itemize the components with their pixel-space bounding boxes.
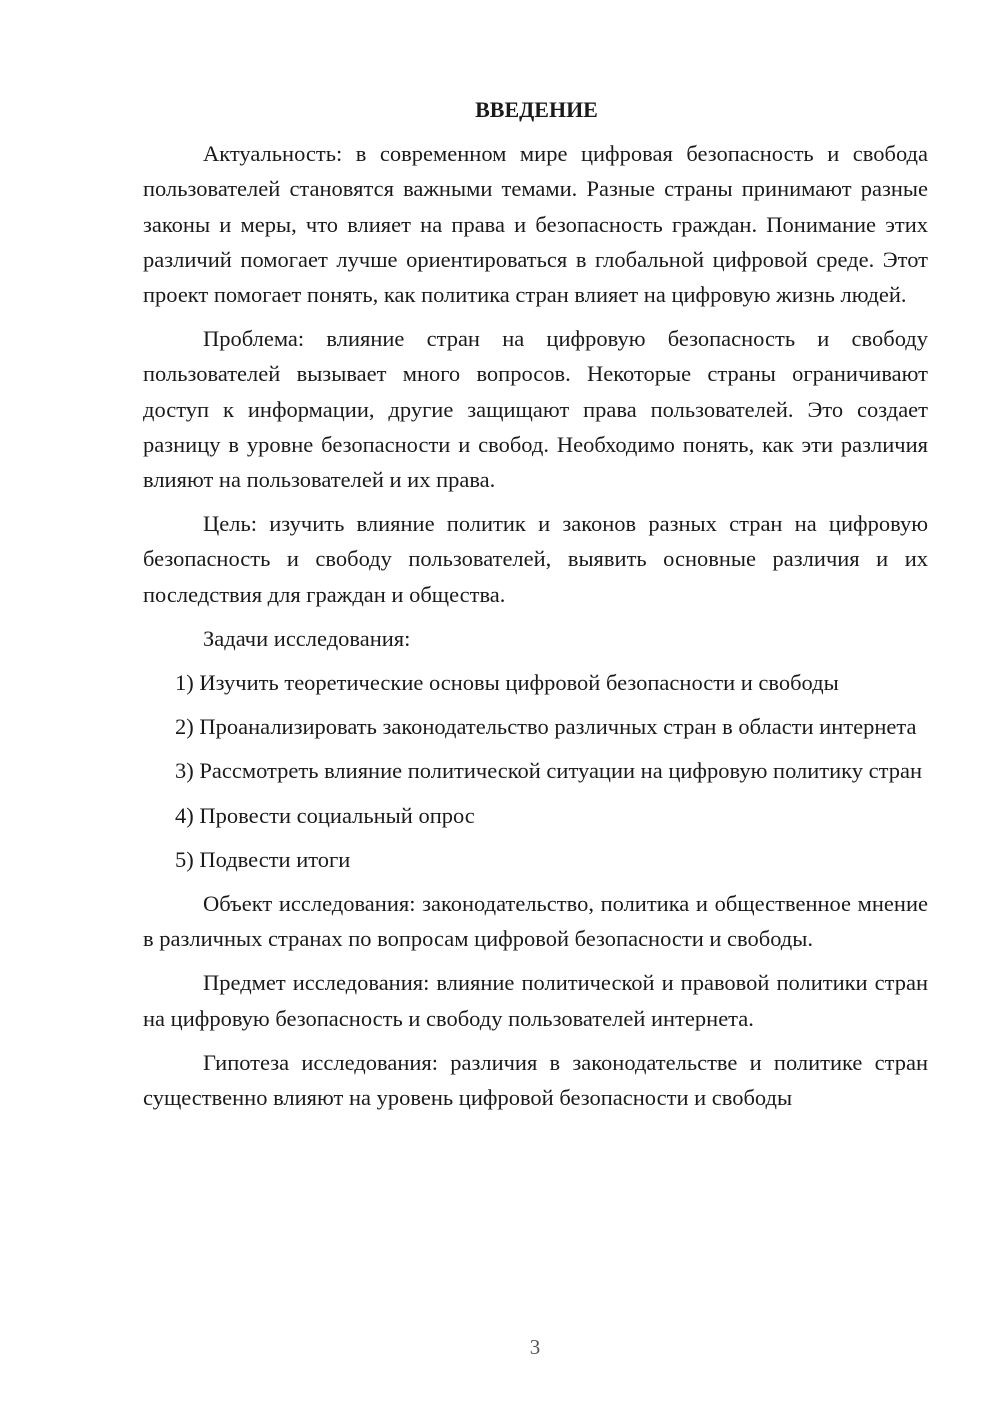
paragraph-relevance: Актуальность: в современном мире цифровая безопасность и свобода пользователей становятся важными темами. Разные страны принимают разные законы и меры, что влияет на права и безопасность граждан. Понимание этих различий помогает лучше ориентироваться в глобальной цифровой среде. Этот проект помогает понять, как политика стран влияет на цифровую жизнь людей.	[143, 141, 928, 308]
paragraph-hypothesis: Гипотеза исследования: различия в законодательстве и политике стран существенно влияют на уровень цифровой безопасности и свободы	[143, 1049, 928, 1111]
paragraph-goal: Цель: изучить влияние политик и законов разных стран на цифровую безопасность и свободу пользователей, выявить основные различия и их последствия для граждан и общества.	[143, 511, 928, 607]
list-item: 5) Подвести итоги	[175, 846, 351, 872]
section-title: ВВЕДЕНИЕ	[475, 97, 598, 122]
list-item: 4) Провести социальный опрос	[175, 802, 475, 828]
tasks-heading: Задачи исследования:	[203, 625, 411, 651]
document-page	[143, 92, 928, 1124]
tasks-list	[143, 665, 928, 877]
page-number: 3	[529, 1335, 541, 1359]
paragraph-subject: Предмет исследования: влияние политической и правовой политики стран на цифровую безопасность и свободу пользователей интернета.	[143, 970, 928, 1031]
paragraph-problem: Проблема: влияние стран на цифровую безопасность и свободу пользователей вызывает много вопросов. Некоторые страны ограничивают доступ к информации, другие защищают права пользователей. Это создает разницу в уровне безопасности и свобод. Необходимо понять, как эти различия влияют на пользователей и их права.	[143, 326, 928, 493]
paragraph-object: Объект исследования: законодательство, политика и общественное мнение в различных странах по вопросам цифровой безопасности и свободы.	[143, 891, 928, 952]
list-item: 3) Рассмотреть влияние политической ситуации на цифровую политику стран	[175, 758, 923, 784]
list-item: 1) Изучить теоретические основы цифровой безопасности и свободы	[175, 670, 839, 696]
list-item: 2) Проанализировать законодательство различных стран в области интернета	[175, 714, 917, 740]
